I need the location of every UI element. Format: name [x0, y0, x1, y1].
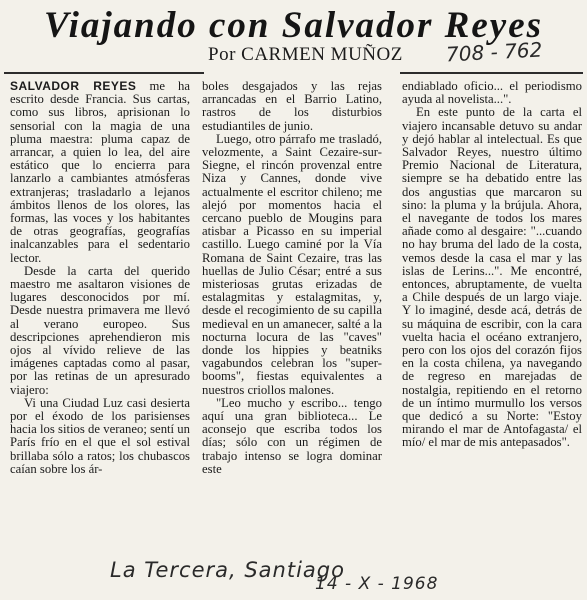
paragraph-text: Vi una Ciudad Luz casi desierta por el éxodo de los parisienses hacia los sitios de veraneo; sentí un París frío en el que el sol estival brillaba sólo a ratos; los chubascos caían sobre los ár- [10, 395, 190, 476]
header-rule-left [4, 72, 204, 74]
paragraph-text: me ha escrito desde Francia. Sus cartas, como sus libros, aprisionan lo sensorial con la magia de una pluma maestra: pluma capaz de arrancar, a quien lo lea, del aire estático que lo encierra para lanzarlo a cambiantes atmósferas extranjeras; trasladarlo a lejanos ámbitos llenos de los olores, las formas, las voces y los habitantes de otras geografías, geografías inalcanzables para el sedentario lector. [10, 79, 190, 265]
article-paragraph [10, 80, 190, 265]
paragraph-text: Desde la carta del querido maestro me asaltaron visiones de lugares desconocidos por mí. Desde nuestra primavera me llevó al verano europeo. Sus descripciones aprehendieron mis ojos al vívido relieve de las imágenes captadas como al pasar, por las retinas de un apresurado viajero: [10, 263, 190, 397]
article-paragraph [10, 265, 190, 397]
article-paragraph [402, 80, 582, 106]
paragraph-text: "Leo mucho y escribo... tengo aquí una gran biblioteca... Le aconsejo que escriba todos los días; sólo con un régimen de trabajo intenso se logra dominar este [202, 395, 382, 476]
paragraph-text: En este punto de la carta el viajero incansable detuvo su andar y dejó hablar al intelectual. Es que Salvador Reyes, nuestro último Premio Nacional de Literatura, siempre se ha debatido entre las dos angustias que marcaron su sino: la pluma y la brújula. Ahora, el navegante de todos los mares añade como al desgaire: "...cuando no hay bruma del lado de la costa, vemos desde la casa el mar y las islas de Lerins...". Me encontré, entonces, abruptamente, de vuelta a Chile después de un largo viaje. Y lo imaginé, desde acá, detrás de su máquina de escribir, con la cara vuelta hacia el océano extranjero, pero con los ojos del corazón fijos en la costa chilena, ya navegando de regreso en marejadas de nostalgia, repitiendo en el retorno de un íntimo murmullo los versos que dedicó a su Norte: "Estoy mirando el mar de Antofagasta/ el mío/ el mar de mis antepasados". [402, 105, 582, 450]
article-paragraph [202, 80, 382, 133]
article-column-1 [10, 80, 190, 476]
article-column-3 [402, 80, 582, 450]
archive-reference-number: 708 - 762 [445, 37, 543, 67]
handwritten-source: La Tercera, Santiago [110, 558, 345, 582]
lead-name: SALVADOR REYES [10, 79, 137, 93]
header-rule-right [400, 72, 583, 74]
paragraph-text: boles desgajados y las rejas arrancadas en el Barrio Latino, rastros de los disturbios estudiantiles de junio. [202, 79, 382, 133]
article-byline: Por CARMEN MUÑOZ [208, 44, 403, 65]
article-paragraph [402, 106, 582, 449]
article-title: Viajando con Salvador Reyes [43, 5, 544, 46]
paragraph-text: Luego, otro párrafo me trasladó, velozmente, a Saint Cezaire-sur-Siegne, el rincón provenzal entre Niza y Cannes, donde vive actualmente el escritor chileno; me alejó por momentos hacia el cercano pueblo de Mougins para atisbar a Picasso en su imperial castillo. Luego caminé por la Vía Romana de Saint Cezaire, tras las huellas de Julio César; entré a sus misteriosas grutas erizadas de estalagmitas y estalagmitas, y, desde el recogimiento de su capilla medieval en un amanecer, salté a la nocturna locura de las "caves" donde los hippies y beatniks vagabundos celebran los "super-booms", fiestas equivalentes a nuestros criollos malones. [202, 131, 382, 397]
article-column-2 [202, 80, 382, 476]
article-paragraph [10, 397, 190, 476]
article-paragraph [202, 133, 382, 397]
article-paragraph [202, 397, 382, 476]
handwritten-date: 14 - X - 1968 [315, 574, 439, 594]
paragraph-text: endiablado oficio... el periodismo ayuda al novelista...". [402, 79, 582, 107]
